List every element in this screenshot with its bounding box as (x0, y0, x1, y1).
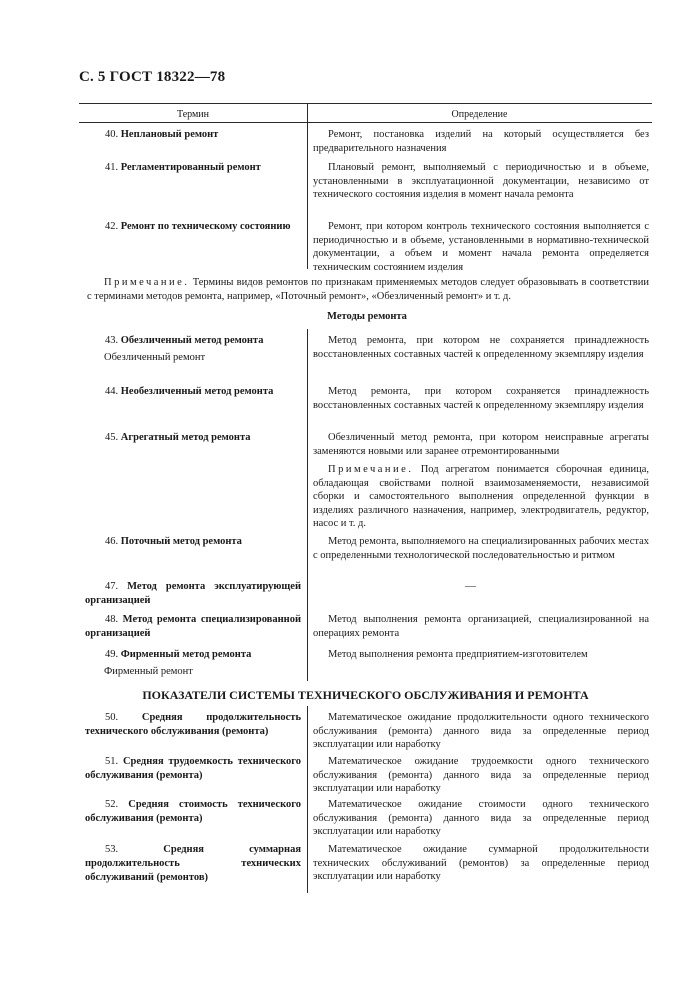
term-43: 43. Обезличенный метод ремонта (105, 335, 264, 346)
definition-50: Математическое ожидание продолжительности одного технического обслуживания (ремонта) данного вида за определенные период эксплуатации или наработку (313, 712, 649, 750)
term-46: 46. Поточный метод ремонта (105, 536, 242, 547)
definition-41: Плановый ремонт, выполняемый с периодичностью и в объеме, установленными в эксплуатационной документации, независимо от технического состояния изделия в момент начала ремонта (313, 162, 649, 200)
term-47: 47. Метод ремонта эксплуатирующей организацией (85, 581, 301, 606)
column-divider (307, 706, 308, 893)
term-42: 42. Ремонт по техническому состоянию (105, 221, 291, 232)
definition-42: Ремонт, при котором контроль технического состояния выполняется с периодичностью и в объеме, установленными в нормативно-технической документации, а объем и момент начала ремонта определяется техническим состоянием изделия (313, 221, 649, 273)
term-53: 53. Средняя суммарная продолжительность технических обслуживаний (ремонтов) (85, 844, 302, 883)
definition-47-dash: — (465, 580, 476, 592)
synonym-49: Фирменный ремонт (104, 666, 193, 677)
term-50: 50. Средняя продолжительность технического обслуживания (ремонта) (85, 712, 301, 737)
term-41: 41. Регламентированный ремонт (105, 162, 261, 173)
definition-52: Математическое ожидание стоимости одного технического обслуживания (ремонта) данного вида за определенные период эксплуатации или наработку (313, 799, 649, 837)
column-divider (307, 329, 308, 681)
header-rule (79, 122, 652, 123)
definition-44: Метод ремонта, при котором сохраняется принадлежность восстановленных составных частей к определенному экземпляру изделия (313, 386, 649, 411)
page-header: С. 5 ГОСТ 18322—78 (79, 69, 226, 85)
term-52: 52. Средняя стоимость технического обслуживания (ремонта) (85, 799, 302, 824)
definition-46: Метод ремонта, выполняемого на специализированных рабочих местах с определенными технологической последовательностью и ритмом (313, 536, 649, 561)
column-divider (307, 122, 308, 269)
column-header-term: Термин (176, 109, 210, 120)
definition-48: Метод выполнения ремонта организацией, специализированной на операциях ремонта (313, 614, 649, 639)
term-44: 44. Необезличенный метод ремонта (105, 386, 274, 397)
term-51: 51. Средняя трудоемкость технического обслуживания (ремонта) (85, 756, 301, 781)
header-divider (307, 103, 308, 122)
definition-51: Математическое ожидание трудоемкости одного технического обслуживания (ремонта) данного вида за определенные период эксплуатации или наработку (313, 756, 649, 794)
synonym-43: Обезличенный ремонт (104, 352, 206, 363)
term-45: 45. Агрегатный метод ремонта (105, 432, 251, 443)
table-top-rule (79, 103, 652, 104)
term-48: 48. Метод ремонта специализированной организацией (85, 614, 301, 639)
column-header-definition: Определение (451, 109, 508, 120)
definition-45: Обезличенный метод ремонта, при котором неисправные агрегаты заменяются новыми или заранее отремонтированными (313, 432, 649, 457)
term-40: 40. Неплановый ремонт (105, 129, 219, 140)
note-methods: Примечание. Термины видов ремонтов по признакам применяемых методов следует образовывать в соответствии с терминами методов ремонта, например, «Поточный ремонт», «Обезличенный ремонт» и т. д. (87, 277, 649, 302)
note-aggregate: Примечание. Под агрегатом понимается сборочная единица, обладающая свойствами полной взаимозаменяемости, независимой сборки и самостоятельного выполнения определенной функции в изделиях различного назначения, например, электродвигатель, редуктор, насос и т. д. (313, 464, 649, 529)
section-heading: ПОКАЗАТЕЛИ СИСТЕМЫ ТЕХНИЧЕСКОГО ОБСЛУЖИВАНИЯ И РЕМОНТА (142, 688, 589, 702)
subsection-heading: Методы ремонта (327, 311, 407, 322)
term-49: 49. Фирменный метод ремонта (105, 649, 252, 660)
definition-43: Метод ремонта, при котором не сохраняется принадлежность восстановленных составных частей к определенному экземпляру изделия (313, 335, 649, 360)
definition-40: Ремонт, постановка изделий на который осуществляется без предварительного назначения (313, 129, 649, 154)
definition-49: Метод выполнения ремонта предприятием-изготовителем (328, 649, 588, 660)
definition-53: Математическое ожидание суммарной продолжительности технических обслуживаний (ремонтов) за определенные период эксплуатации или наработку (313, 844, 649, 882)
